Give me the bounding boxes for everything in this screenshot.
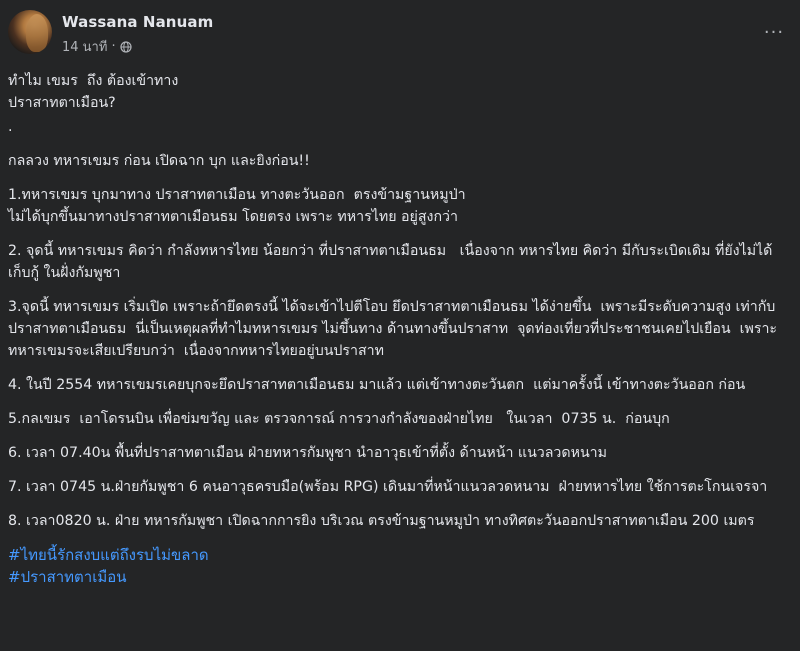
globe-icon[interactable] <box>120 41 132 53</box>
post-paragraph: 6. เวลา 07.40น พื้นที่ปราสาทตาเมือน ฝ่ายทหารกัมพูชา นำอาวุธเข้าที่ตั้ง ด้านหน้า แนวลวดหนาม <box>8 445 607 461</box>
hashtag-link[interactable]: #ปราสาทตาเมือน <box>8 568 127 586</box>
hashtag-link[interactable]: #ไทยนี้รักสงบแต่ถึงรบไม่ขลาด <box>8 546 209 564</box>
post-header <box>8 10 792 58</box>
post-paragraph: . <box>8 119 13 135</box>
post-paragraph: ทำไม เขมร ถึง ต้องเข้าทาง ปราสาทตาเมือน? <box>8 73 179 111</box>
post-timestamp[interactable]: 14 นาที <box>62 40 108 55</box>
author-name[interactable]: Wassana Nanuam <box>62 13 214 31</box>
post-paragraph: 3.จุดนี้ ทหารเขมร เริ่มเปิด เพราะถ้ายึดตรงนี้ ได้จะเข้าไปตีโอบ ยึดปราสาทตาเมือนธม ได้ง่ายขึ้น เพราะมีระดับความสูง เท่ากับ ปราสาทตาเมือนธม นี่เป็นเหตุผลที่ทำไมทหารเขมร ไม่ขึ้นทาง ด้านทางขึ้นปราสาท จุดท่องเที่ยวที่ประชาชนเคยไปเยือน เพราะทหารเขมรจะเสียเปรียบกว่า เนื่องจากทหารไทยอยู่บนปราสาท <box>8 299 780 359</box>
post-paragraph: 7. เวลา 0745 น.ฝ่ายกัมพูชา 6 คนอาวุธครบมือ(พร้อม RPG) เดินมาที่หน้าแนวลวดหนาม ฝ่ายทหารไทย ใช้การตะโกนเจรจา <box>8 479 768 495</box>
avatar[interactable] <box>8 10 52 54</box>
post-meta <box>62 36 132 57</box>
post-paragraph: กลลวง ทหารเขมร ก่อน เปิดฉาก บุก และยิงก่อน!! <box>8 153 310 169</box>
meta-separator: · <box>111 39 116 54</box>
post-paragraph: 1.ทหารเขมร บุกมาทาง ปราสาทตาเมือน ทางตะวันออก ตรงข้ามฐานหมูป่า ไม่ได้บุกขึ้นมาทางปราสาทตาเมือนธม โดยตรง เพราะ ทหารไทย อยู่สูงกว่า <box>8 187 466 225</box>
post-body <box>8 70 793 588</box>
more-dots-icon: ··· <box>763 21 785 43</box>
post-paragraph: 8. เวลา0820 น. ฝ่าย ทหารกัมพูชา เปิดฉากการยิง บริเวณ ตรงข้ามฐานหมูป่า ทางทิศตะวันออกปราสาทตาเมือน 200 เมตร <box>8 513 755 529</box>
post-paragraph: 4. ในปี 2554 ทหารเขมรเคยบุกจะยึดปราสาทตาเมือนธม มาแล้ว แต่เข้าทางตะวันตก แต่มาครั้งนี้ เข้าทางตะวันออก ก่อน <box>8 377 746 393</box>
avatar-portrait <box>26 14 48 52</box>
more-options-button[interactable] <box>762 22 786 42</box>
post-paragraph: 5.กลเขมร เอาโดรนบิน เพื่อข่มขวัญ และ ตรวจการณ์ การวางกำลังของฝ่ายไทย ในเวลา 0735 น. ก่อนบุก <box>8 411 670 427</box>
post-paragraph: 2. จุดนี้ ทหารเขมร คิดว่า กำลังทหารไทย น้อยกว่า ที่ปราสาทตาเมือนธม เนื่องจาก ทหารไทย คิดว่า มีกับระเบิดเดิม ที่ยังไม่ได้เก็บกู้ ในฝั่งกัมพูชา <box>8 243 773 281</box>
